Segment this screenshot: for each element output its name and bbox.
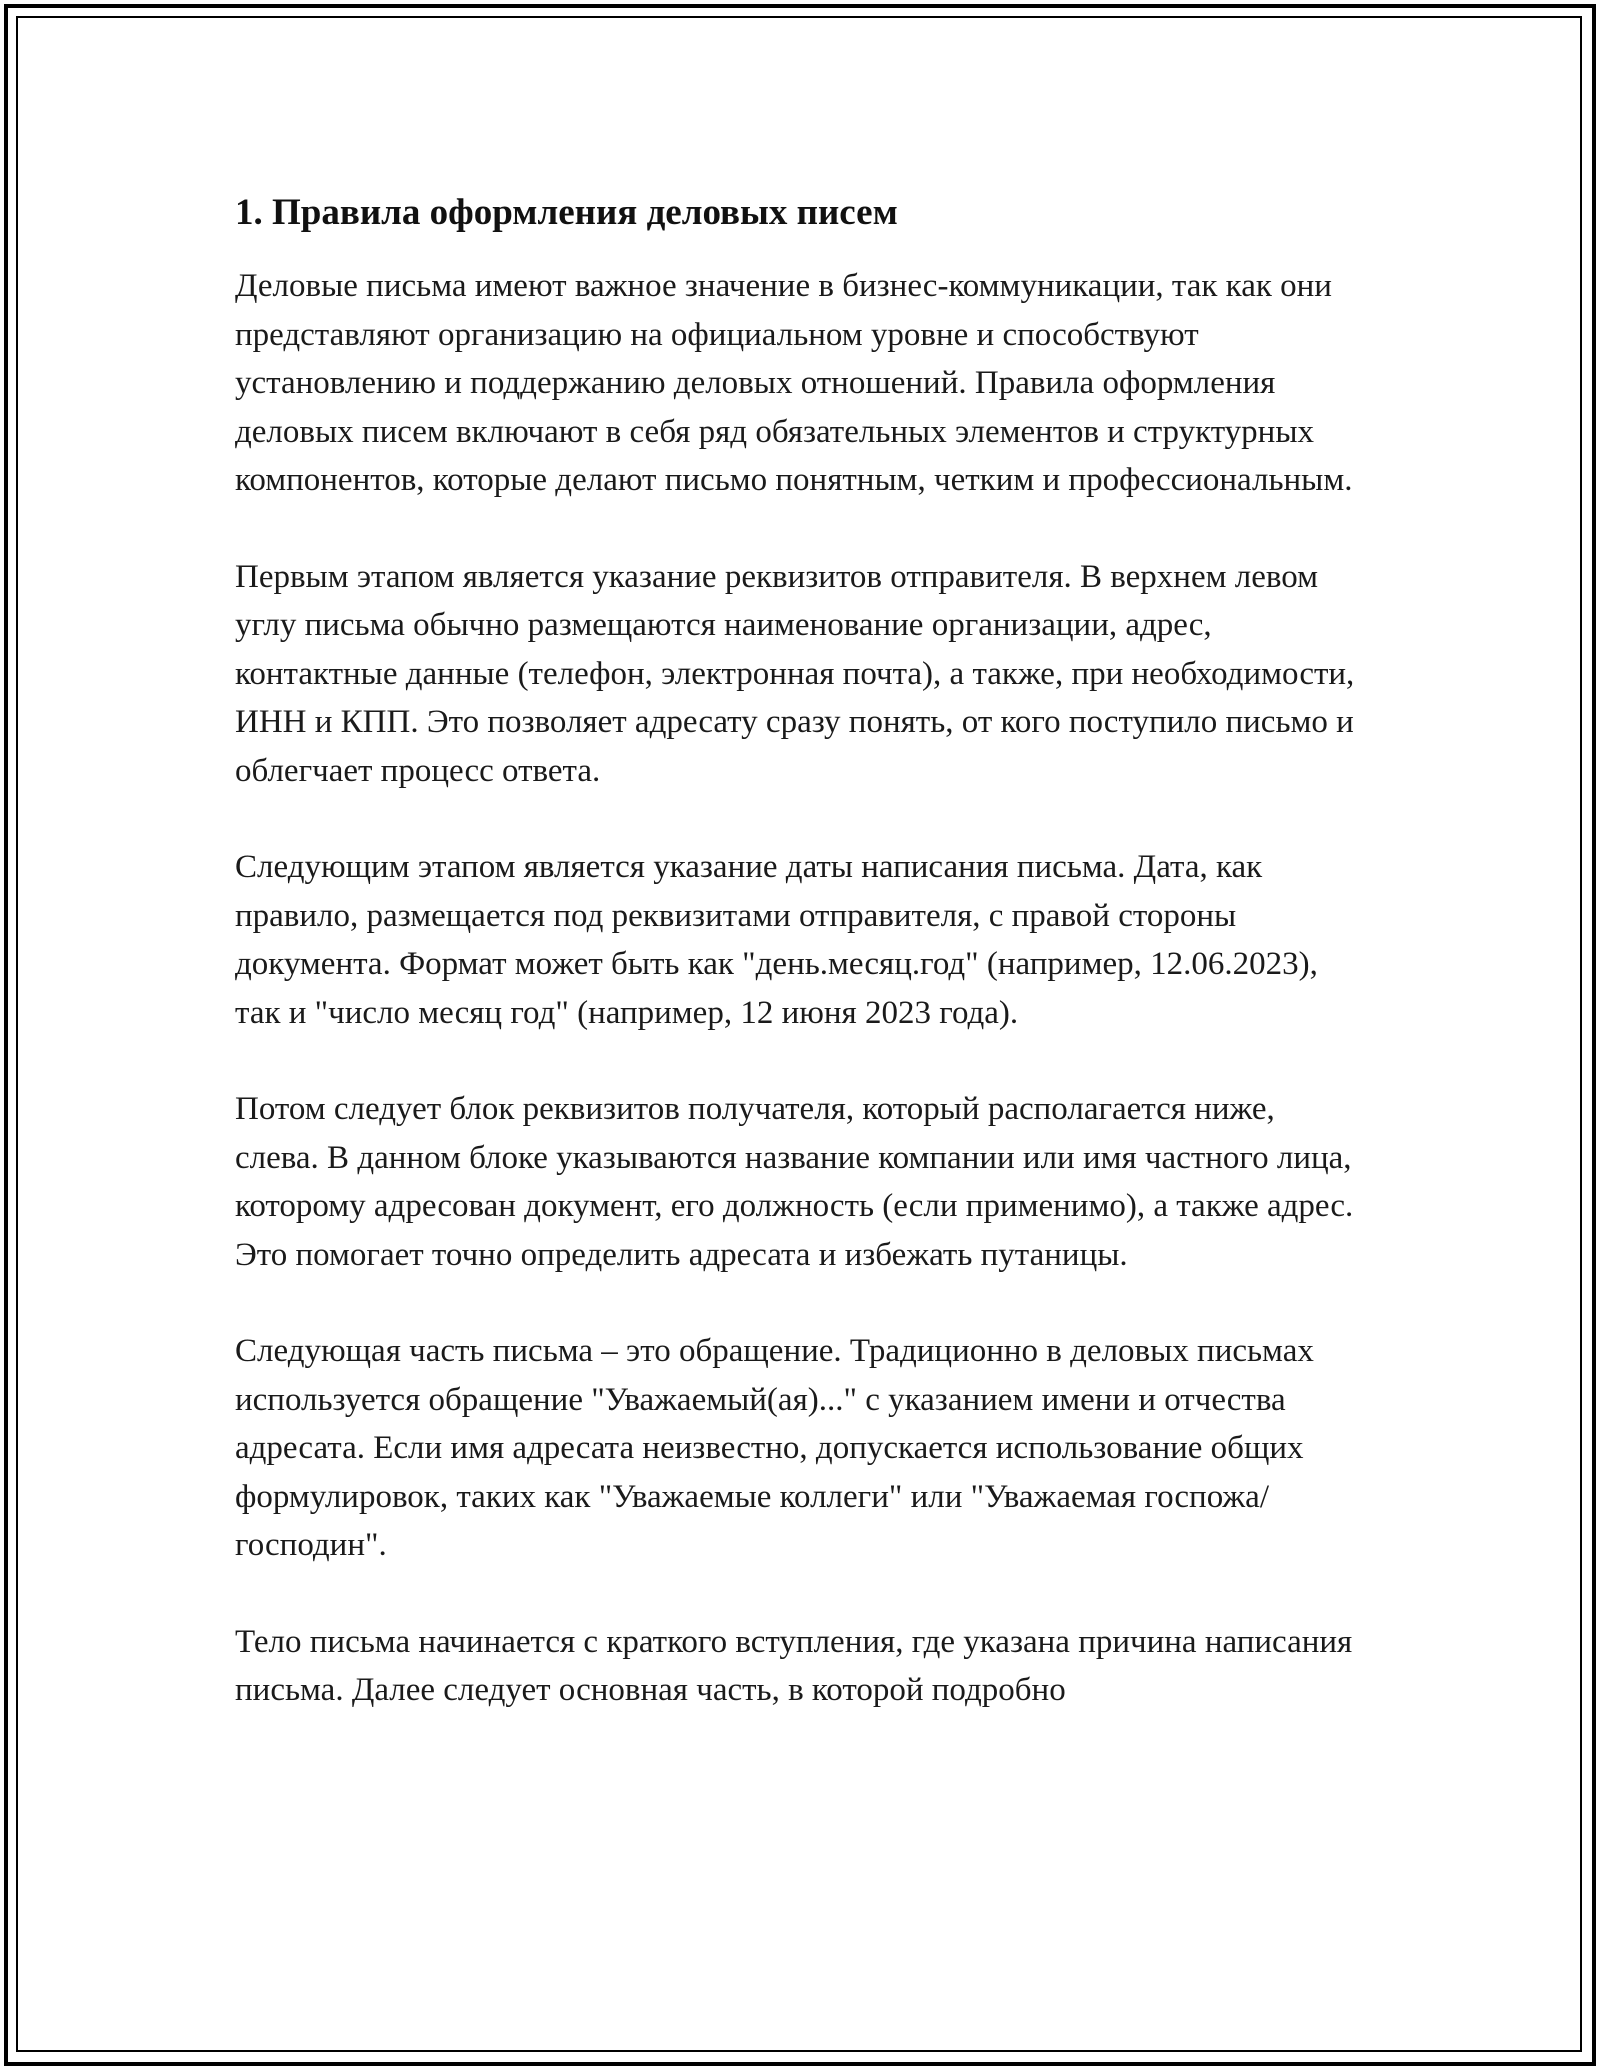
paragraph-date: Следующим этапом является указание даты написания письма. Дата, как правило, размещается под реквизитами отправителя, с правой стороны документа. Формат может быть как "день.месяц.год" (например, 12.06.2023), так и "число месяц год" (например, 12 июня 2023 года).	[235, 849, 1318, 1031]
section-heading: 1. Правила оформления деловых писем	[235, 192, 898, 233]
paragraph-letter-body: Тело письма начинается с краткого вступления, где указана причина написания письма. Далее следует основная часть, в которой подробно	[235, 1623, 1353, 1708]
paragraph-sender-details: Первым этапом является указание реквизитов отправителя. В верхнем левом углу письма обычно размещаются наименование организации, адрес, контактные данные (телефон, электронная почта), а также, при необходимости, ИНН и КПП. Это позволяет адресату сразу понять, от кого поступило письмо и облегчает процесс ответа.	[235, 558, 1355, 789]
document-body	[235, 186, 1365, 1763]
paragraph-recipient-details: Потом следует блок реквизитов получателя, который располагается ниже, слева. В данном блоке указываются название компании или имя частного лица, которому адресован документ, его должность (если применимо), а также адрес. Это помогает точно определить адресата и избежать путаницы.	[235, 1091, 1354, 1273]
paragraph-intro: Деловые письма имеют важное значение в бизнес-коммуникации, так как они представляют организацию на официальном уровне и способствуют установлению и поддержанию деловых отношений. Правила оформления деловых писем включают в себя ряд обязательных элементов и структурных компонентов, которые делают письмо понятным, четким и профессиональным.	[235, 268, 1353, 498]
paragraph-salutation: Следующая часть письма – это обращение. Традиционно в деловых письмах используется обращение "Уважаемый(ая)..." с указанием имени и отчества адресата. Если имя адресата неизвестно, допускается использование общих формулировок, таких как "Уважаемые коллеги" или "Уважаемая госпожа/господин".	[235, 1333, 1314, 1563]
